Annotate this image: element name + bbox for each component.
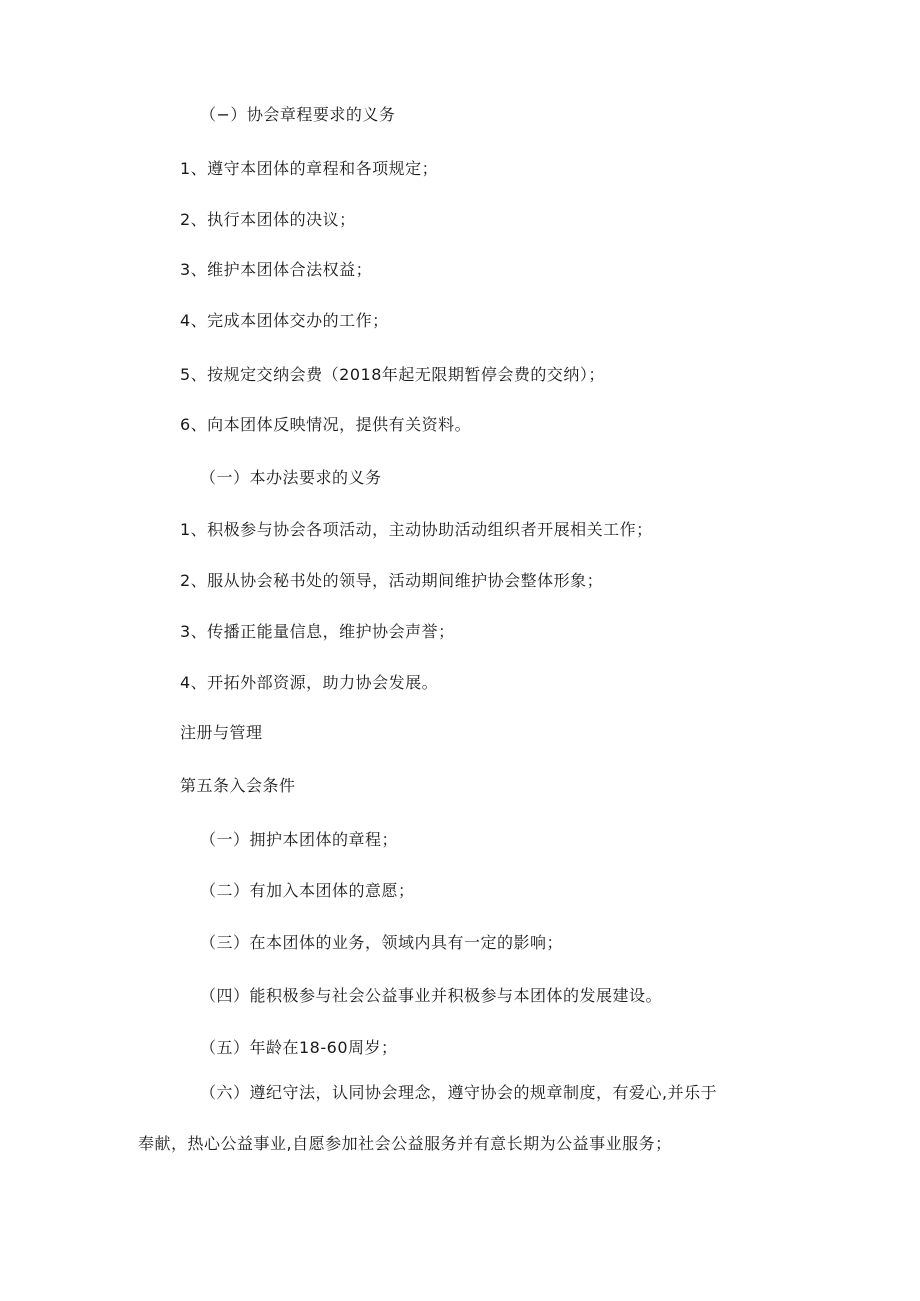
section-heading-registration: 注册与管理	[180, 723, 263, 742]
list-item: （五）年龄在18-60周岁；	[200, 1038, 398, 1057]
list-item: 3、传播正能量信息，维护协会声誉；	[180, 622, 455, 641]
list-item: 1、积极参与协会各项活动，主动协助活动组织者开展相关工作；	[180, 520, 653, 539]
article-heading-membership-conditions: 第五条入会条件	[180, 776, 296, 795]
list-item: 6、向本团体反映情况，提供有关资料。	[180, 415, 472, 434]
section-heading-measures-duties: （一）本办法要求的义务	[200, 468, 382, 487]
list-item: 4、开拓外部资源，助力协会发展。	[180, 673, 439, 692]
list-item: （三）在本团体的业务，领域内具有一定的影响；	[200, 933, 564, 952]
list-item: 3、维护本团体合法权益；	[180, 260, 373, 279]
list-item: （四）能积极参与社会公益事业并积极参与本团体的发展建设。	[200, 986, 663, 1005]
list-item: 4、完成本团体交办的工作；	[180, 311, 389, 330]
list-item-continuation: 奉献，热心公益事业,自愿参加社会公益服务并有意长期为公益事业服务；	[138, 1134, 672, 1153]
section-heading-association-charter-duties: （−）协会章程要求的义务	[200, 105, 396, 124]
list-item: 2、执行本团体的决议；	[180, 210, 356, 229]
list-item: （六）遵纪守法，认同协会理念，遵守协会的规章制度，有爱心,并乐于	[200, 1083, 718, 1102]
list-item: （二）有加入本团体的意愿；	[200, 881, 415, 900]
list-item: （一）拥护本团体的章程；	[200, 830, 399, 849]
list-item: 2、服从协会秘书处的领导，活动期间维护协会整体形象；	[180, 571, 604, 590]
list-item: 1、遵守本团体的章程和各项规定；	[180, 159, 439, 178]
list-item: 5、按规定交纳会费（2018年起无限期暂停会费的交纳）；	[180, 365, 605, 384]
